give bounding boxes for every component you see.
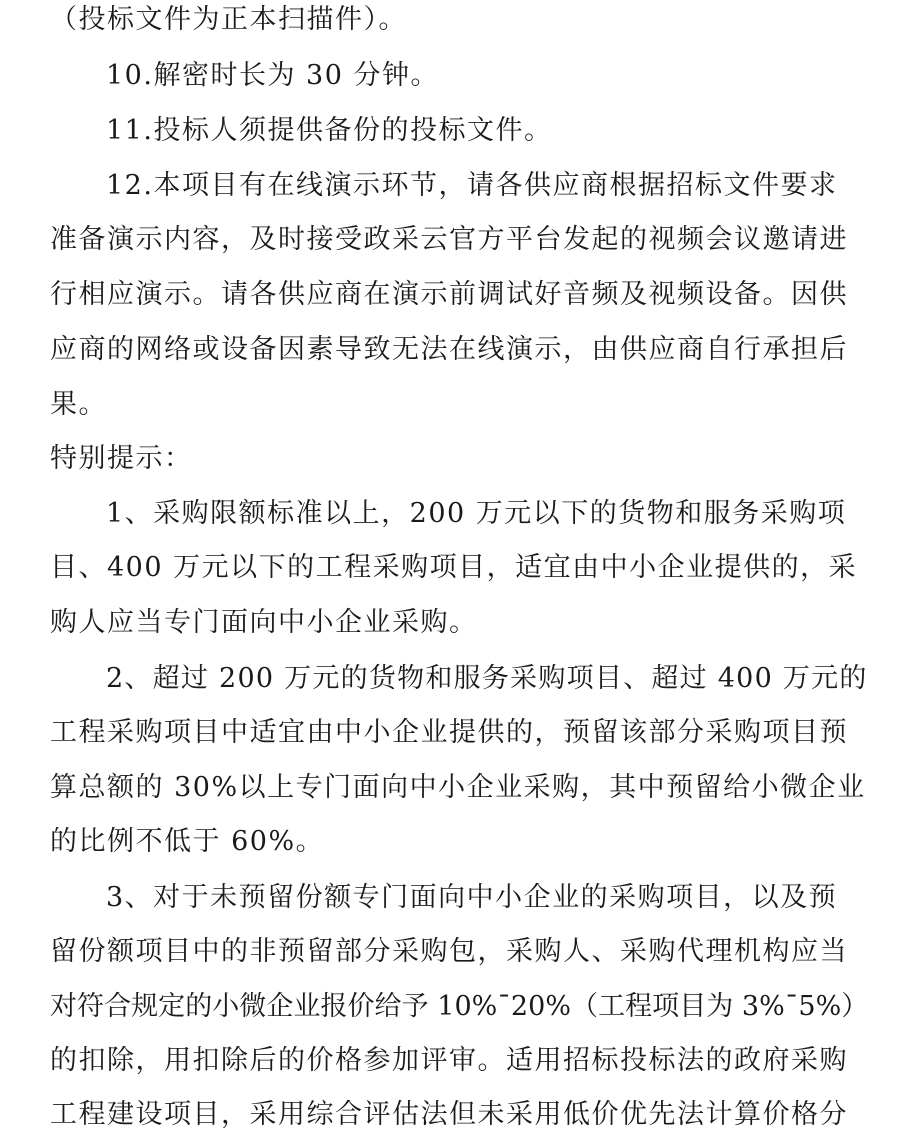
text-line-10: 1、采购限额标准以上，200 万元以下的货物和服务采购项 <box>106 498 847 529</box>
text-line-2: 10.解密时长为 30 分钟。 <box>106 60 439 91</box>
text-line-12: 购人应当专门面向中小企业采购。 <box>50 607 478 638</box>
text-line-1: （投标文件为正本扫描件）。 <box>50 4 407 35</box>
text-line-3: 11.投标人须提供备份的投标文件。 <box>106 115 553 146</box>
text-line-21: 工程建设项目，采用综合评估法但未采用低价优先法计算价格分 <box>50 1099 848 1130</box>
text-line-8: 果。 <box>50 389 107 420</box>
text-line-20: 的扣除，用扣除后的价格参加评审。适用招标投标法的政府采购 <box>50 1045 848 1076</box>
text-line-11: 目、400 万元以下的工程采购项目，适宜由中小企业提供的，采 <box>50 552 858 583</box>
text-line-14: 工程采购项目中适宜由中小企业提供的，预留该部分采购项目预 <box>50 717 848 748</box>
text-line-18: 留份额项目中的非预留部分采购包，采购人、采购代理机构应当 <box>50 936 848 967</box>
text-line-5: 准备演示内容，及时接受政采云官方平台发起的视频会议邀请进 <box>50 224 848 255</box>
text-line-17: 3、对于未预留份额专门面向中小企业的采购项目，以及预 <box>106 882 838 913</box>
text-line-13: 2、超过 200 万元的货物和服务采购项目、超过 400 万元的 <box>106 663 868 694</box>
section-heading: 特别提示： <box>50 443 193 474</box>
text-line-16: 的比例不低于 60%。 <box>50 826 325 857</box>
text-line-4: 12.本项目有在线演示环节，请各供应商根据招标文件要求 <box>106 170 838 201</box>
text-line-19: 对符合规定的小微企业报价给予 10%¯20%（工程项目为 3%¯5%） <box>50 991 869 1022</box>
text-line-15: 算总额的 30%以上专门面向中小企业采购，其中预留给小微企业 <box>50 772 866 803</box>
text-line-7: 应商的网络或设备因素导致无法在线演示，由供应商自行承担后 <box>50 334 848 365</box>
text-line-6: 行相应演示。请各供应商在演示前调试好音频及视频设备。因供 <box>50 279 848 310</box>
